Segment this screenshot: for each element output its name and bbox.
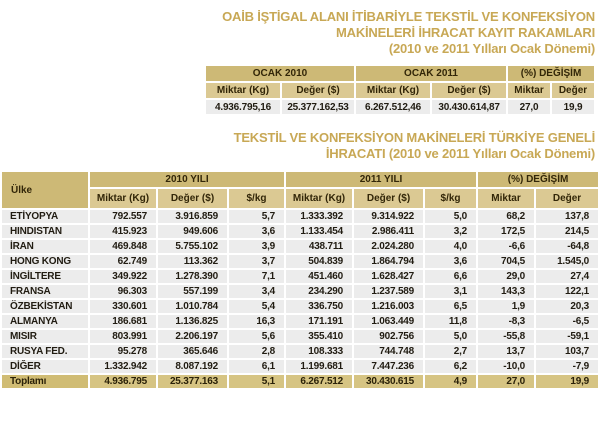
cell-value: 949.606 — [158, 225, 227, 238]
summary-table-sub-header-row — [206, 83, 594, 98]
cell-value: 744.748 — [354, 345, 423, 358]
cell-value: 6,5 — [425, 300, 476, 313]
cell-value: 7,1 — [229, 270, 284, 283]
cell-value: 3,1 — [425, 285, 476, 298]
cell-value: 1.237.589 — [354, 285, 423, 298]
cell-value: 557.199 — [158, 285, 227, 298]
cell-value: 103,7 — [536, 345, 598, 358]
country-name: ÖZBEKİSTAN — [2, 300, 88, 313]
total-value: 30.430.615 — [354, 375, 423, 388]
country-column-header: Ülke — [2, 172, 88, 208]
country-name: FRANSA — [2, 285, 88, 298]
cell-value: 330.601 — [90, 300, 156, 313]
cell-value: 5.755.102 — [158, 240, 227, 253]
summary-value: 6.267.512,46 — [356, 100, 430, 114]
country-subheader-usdkg-2011: $/kg — [425, 189, 476, 208]
total-value: 4.936.795 — [90, 375, 156, 388]
report-title-2-line2: İHRACATI (2010 ve 2011 Yılları Ocak Dönemi) — [325, 146, 595, 161]
country-subheader-miktar-2010: Miktar (Kg) — [90, 189, 156, 208]
table-row — [2, 255, 598, 268]
cell-value: 1.545,0 — [536, 255, 598, 268]
cell-value: 11,8 — [425, 315, 476, 328]
cell-value: 234.290 — [286, 285, 352, 298]
country-name: İNGİLTERE — [2, 270, 88, 283]
summary-table — [204, 64, 596, 116]
cell-value: 1.133.454 — [286, 225, 352, 238]
cell-value: 2,8 — [229, 345, 284, 358]
cell-value: 172,5 — [478, 225, 534, 238]
table-row — [2, 270, 598, 283]
cell-value: 3.916.859 — [158, 210, 227, 223]
cell-value: 365.646 — [158, 345, 227, 358]
cell-value: 16,3 — [229, 315, 284, 328]
cell-value: 1.333.392 — [286, 210, 352, 223]
cell-value: 1.332.942 — [90, 360, 156, 373]
cell-value: 6,2 — [425, 360, 476, 373]
country-name: DİĞER — [2, 360, 88, 373]
summary-subheader-deger-pct: Değer — [552, 83, 594, 98]
cell-value: -55,8 — [478, 330, 534, 343]
cell-value: 122,1 — [536, 285, 598, 298]
country-name: HONG KONG — [2, 255, 88, 268]
total-value: 4,9 — [425, 375, 476, 388]
total-value: 6.267.512 — [286, 375, 352, 388]
cell-value: 108.333 — [286, 345, 352, 358]
cell-value: 2.206.197 — [158, 330, 227, 343]
cell-value: 9.314.922 — [354, 210, 423, 223]
cell-value: 438.711 — [286, 240, 352, 253]
summary-group-ocak-2011: OCAK 2011 — [356, 66, 506, 81]
cell-value: 3,2 — [425, 225, 476, 238]
cell-value: 143,3 — [478, 285, 534, 298]
cell-value: 2,7 — [425, 345, 476, 358]
cell-value: 902.756 — [354, 330, 423, 343]
cell-value: -59,1 — [536, 330, 598, 343]
cell-value: -6,6 — [478, 240, 534, 253]
cell-value: 1.199.681 — [286, 360, 352, 373]
total-row — [2, 375, 598, 388]
summary-subheader-deger-2010: Değer ($) — [282, 83, 354, 98]
cell-value: 96.303 — [90, 285, 156, 298]
table-row — [2, 210, 598, 223]
cell-value: 349.922 — [90, 270, 156, 283]
total-value: 27,0 — [478, 375, 534, 388]
cell-value: 113.362 — [158, 255, 227, 268]
cell-value: 29,0 — [478, 270, 534, 283]
table-row — [2, 225, 598, 238]
country-group-degisim: (%) DEĞİŞİM — [478, 172, 598, 187]
summary-subheader-miktar-2010: Miktar (Kg) — [206, 83, 280, 98]
country-group-2011: 2011 YILI — [286, 172, 476, 187]
total-value: 19,9 — [536, 375, 598, 388]
summary-subheader-miktar-2011: Miktar (Kg) — [356, 83, 430, 98]
cell-value: 1.278.390 — [158, 270, 227, 283]
table-row — [2, 315, 598, 328]
cell-value: 1,9 — [478, 300, 534, 313]
summary-group-degisim: (%) DEĞİŞİM — [508, 66, 594, 81]
table-row — [2, 240, 598, 253]
table-row — [2, 300, 598, 313]
table-row — [2, 285, 598, 298]
cell-value: 792.557 — [90, 210, 156, 223]
country-subheader-deger-2011: Değer ($) — [354, 189, 423, 208]
report-title-2 — [0, 116, 600, 162]
summary-subheader-deger-2011: Değer ($) — [432, 83, 506, 98]
country-group-2010: 2010 YILI — [90, 172, 284, 187]
cell-value: 1.136.825 — [158, 315, 227, 328]
report-title-2-line1: TEKSTİL VE KONFEKSİYON MAKİNELERİ TÜRKİYE GENELİ — [233, 130, 595, 145]
cell-value: 2.024.280 — [354, 240, 423, 253]
cell-value: 1.864.794 — [354, 255, 423, 268]
country-table — [0, 170, 600, 390]
cell-value: 3,4 — [229, 285, 284, 298]
summary-value: 25.377.162,53 — [282, 100, 354, 114]
country-name: HINDISTAN — [2, 225, 88, 238]
country-table-group-header-row — [2, 172, 598, 187]
cell-value: 704,5 — [478, 255, 534, 268]
country-name: RUSYA FED. — [2, 345, 88, 358]
summary-group-ocak-2010: OCAK 2010 — [206, 66, 354, 81]
cell-value: 186.681 — [90, 315, 156, 328]
cell-value: 3,6 — [229, 225, 284, 238]
cell-value: 95.278 — [90, 345, 156, 358]
cell-value: 469.848 — [90, 240, 156, 253]
country-subheader-deger-2010: Değer ($) — [158, 189, 227, 208]
cell-value: -8,3 — [478, 315, 534, 328]
table-row — [2, 345, 598, 358]
summary-table-data-row — [206, 100, 594, 114]
cell-value: 1.216.003 — [354, 300, 423, 313]
cell-value: 5,0 — [425, 330, 476, 343]
cell-value: -64,8 — [536, 240, 598, 253]
country-name: İRAN — [2, 240, 88, 253]
report-title-1-line1: OAİB İŞTİGAL ALANI İTİBARİYLE TEKSTİL VE KONFEKSİYON — [222, 9, 595, 24]
summary-value: 27,0 — [508, 100, 550, 114]
cell-value: 355.410 — [286, 330, 352, 343]
report-title-1-line2: MAKİNELERİ İHRACAT KAYIT RAKAMLARI — [336, 25, 595, 40]
cell-value: 4,0 — [425, 240, 476, 253]
cell-value: 6,1 — [229, 360, 284, 373]
cell-value: 3,6 — [425, 255, 476, 268]
cell-value: 137,8 — [536, 210, 598, 223]
cell-value: 62.749 — [90, 255, 156, 268]
cell-value: -10,0 — [478, 360, 534, 373]
cell-value: 1.063.449 — [354, 315, 423, 328]
cell-value: 504.839 — [286, 255, 352, 268]
country-subheader-miktar-pct: Miktar — [478, 189, 534, 208]
country-subheader-miktar-2011: Miktar (Kg) — [286, 189, 352, 208]
total-value: 5,1 — [229, 375, 284, 388]
summary-value: 19,9 — [552, 100, 594, 114]
cell-value: 5,6 — [229, 330, 284, 343]
cell-value: 415.923 — [90, 225, 156, 238]
cell-value: 5,4 — [229, 300, 284, 313]
cell-value: 8.087.192 — [158, 360, 227, 373]
cell-value: 171.191 — [286, 315, 352, 328]
cell-value: 68,2 — [478, 210, 534, 223]
cell-value: 2.986.411 — [354, 225, 423, 238]
table-row — [2, 360, 598, 373]
cell-value: 7.447.236 — [354, 360, 423, 373]
country-name: ETİYOPYA — [2, 210, 88, 223]
cell-value: 1.628.427 — [354, 270, 423, 283]
cell-value: 336.750 — [286, 300, 352, 313]
total-value: 25.377.163 — [158, 375, 227, 388]
country-name: MISIR — [2, 330, 88, 343]
cell-value: 3,9 — [229, 240, 284, 253]
cell-value: 13,7 — [478, 345, 534, 358]
cell-value: 27,4 — [536, 270, 598, 283]
cell-value: -7,9 — [536, 360, 598, 373]
cell-value: 3,7 — [229, 255, 284, 268]
cell-value: 1.010.784 — [158, 300, 227, 313]
cell-value: 803.991 — [90, 330, 156, 343]
summary-subheader-miktar-pct: Miktar — [508, 83, 550, 98]
country-subheader-deger-pct: Değer — [536, 189, 598, 208]
cell-value: 451.460 — [286, 270, 352, 283]
cell-value: -6,5 — [536, 315, 598, 328]
cell-value: 214,5 — [536, 225, 598, 238]
country-name: ALMANYA — [2, 315, 88, 328]
cell-value: 20,3 — [536, 300, 598, 313]
report-title-1 — [0, 0, 600, 57]
cell-value: 5,7 — [229, 210, 284, 223]
summary-value: 30.430.614,87 — [432, 100, 506, 114]
summary-table-group-header-row — [206, 66, 594, 81]
table-row — [2, 330, 598, 343]
report-title-1-line3: (2010 ve 2011 Yılları Ocak Dönemi) — [388, 41, 595, 56]
total-label: Toplamı — [2, 375, 88, 388]
cell-value: 6,6 — [425, 270, 476, 283]
summary-value: 4.936.795,16 — [206, 100, 280, 114]
country-subheader-usdkg-2010: $/kg — [229, 189, 284, 208]
country-table-sub-header-row — [2, 189, 598, 208]
cell-value: 5,0 — [425, 210, 476, 223]
